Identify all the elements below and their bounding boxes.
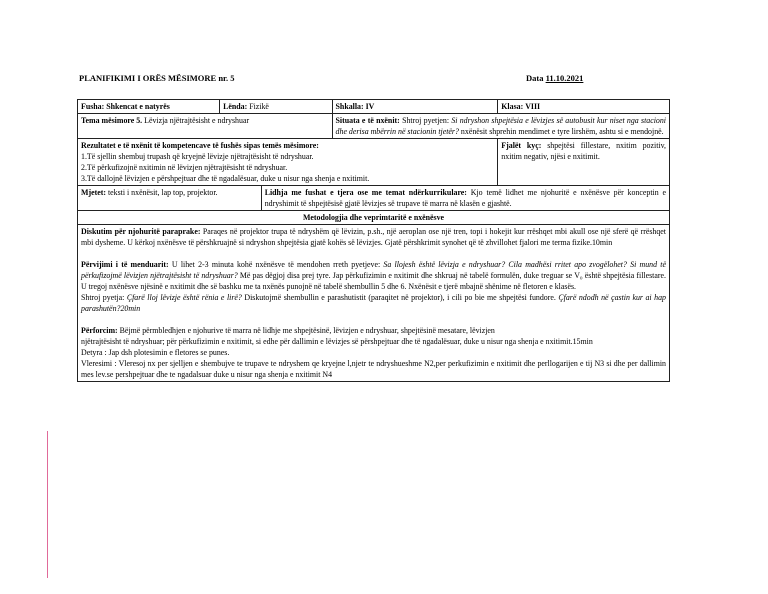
row-general-info bbox=[78, 100, 670, 114]
margin-line bbox=[47, 431, 48, 578]
row-rezultatet bbox=[78, 139, 670, 186]
mjetet-label: Mjetet: bbox=[81, 188, 106, 197]
shtroj-time: 20min bbox=[120, 304, 141, 313]
lidhja-label: Lidhja me fushat e tjera ose me temat ndërkurrikulare: bbox=[264, 188, 467, 197]
cell-fusha bbox=[78, 100, 220, 114]
cell-situata bbox=[332, 114, 669, 139]
lesson-plan-table bbox=[77, 99, 670, 382]
vleresimi-line: Vleresimi : Vleresoj nx per sjelljen e shembujve te trupave te ndryshem qe kryejne l,njetr te ndryshueshme N2,per perkufizimin e nxitimit dhe perllogarijen e tij N3 si dhe per dallimin mes lev.se pershpejtuar dhe te ngadalsuar duke u nisur nga shenja e nxitimit N4 bbox=[81, 359, 666, 379]
situata-label: Situata e të nxënit: bbox=[335, 116, 400, 125]
row-mjetet-lidhja bbox=[78, 186, 670, 211]
page-title: PLANIFIKIMI I ORËS MËSIMORE nr. 5 bbox=[79, 73, 235, 83]
fusha-value: Shkencat e natyrës bbox=[106, 102, 170, 111]
klasa-label: Klasa: bbox=[501, 102, 524, 111]
cell-klasa bbox=[498, 100, 670, 114]
cell-fjalet-kyc bbox=[498, 139, 670, 186]
mjetet-value: teksti i nxënësit, lap top, projektor. bbox=[107, 188, 218, 197]
shtroj-question2: Çfarë ndodh në çastin kur ai hap parashutën? bbox=[81, 293, 666, 313]
situata-rest: nxënësit shprehin mendimet e tyre lirshëm, ashtu si e mendojnë. bbox=[460, 127, 664, 136]
cell-mjetet-lidhja bbox=[78, 186, 670, 211]
pervijimi-text: U lihet 2-3 minuta kohë nxënësve të mendohen rreth pyetjeve: bbox=[171, 260, 381, 269]
tema-label: Tema mësimore 5. bbox=[81, 116, 143, 125]
cell-lenda bbox=[220, 100, 332, 114]
lidhja-value: Kjo temë lidhet me njohuritë e nxënësve për konceptin e ndryshimit të shpejtësisë gjatë lëvizjes së trupave të marra në klasën e gjashtë. bbox=[264, 188, 666, 208]
perforcim-paragraph bbox=[81, 325, 666, 336]
rezultat-item: 1.Të sjellin shembuj trupash që kryejnë lëvizje njëtrajtësisht të ndryshuar. bbox=[81, 152, 314, 161]
tema-value: Lëvizja njëtrajtësisht e ndryshuar bbox=[144, 116, 250, 125]
rezultatet-heading: Rezultatet e të nxënit të kompetencave të fushës sipas temës mësimore: bbox=[81, 141, 319, 150]
date-value: 11.10.2021 bbox=[545, 73, 584, 83]
perforcim-paragraph2: njëtrajtësisht të ndryshuar; për përkufizimin e nxitimit, si edhe për dallimin e lëvizjes së përshpejtuar dhe të ngadalësuar, duke u nisur nga shenja e nxitimit.15min bbox=[81, 337, 593, 346]
fusha-label: Fusha: bbox=[81, 102, 105, 111]
pervijimi-questions: Sa llojesh është lëvizja e ndryshuar? Cila madhësi rritet apo zvogëlohet? Si mund të përkufizojmë lëvizjen njëtrajtësisht të ndryshuar? bbox=[81, 260, 666, 280]
cell-lidhja bbox=[261, 186, 669, 210]
perforcim-value: Bëjmë përmbledhjen e njohurive të marra në lidhje me shpejtësinë, lëvizjen e ndryshuar, shpejtësinë mesatare, lëvizjen bbox=[119, 326, 495, 335]
row-tema-situata bbox=[78, 114, 670, 139]
date-field bbox=[526, 73, 636, 83]
cell-rezultatet bbox=[78, 139, 498, 186]
diskutim-paragraph bbox=[81, 226, 666, 248]
shtroj-paragraph bbox=[81, 292, 666, 314]
date-label: Data bbox=[526, 73, 544, 83]
klasa-value: VIII bbox=[525, 102, 541, 111]
shtroj-question: Çfarë lloj lëvizje është rënia e lirë? bbox=[126, 293, 242, 302]
mjetet-lidhja-inner bbox=[78, 186, 669, 210]
lenda-value: Fizikë bbox=[249, 102, 269, 111]
situata-intro: Shtroj pyetjen: bbox=[402, 116, 450, 125]
diskutim-value: Paraqes në projektor trupa të ndryshëm që lëvizin, p.sh., një aeroplan ose një tren, topi i hokejit kur rrëshqet mbi akull ose një sferë që rrëshqet mbi dysheme. U kërkoj nxënësve të përshkruajnë si ndryshon shpejtësia gjatë kohës së lëvizjes. Gjatë përshkrimit synohet që të zhvillohet fjalori me terma fizike.10min bbox=[81, 227, 666, 247]
row-metodologjia-body bbox=[78, 225, 670, 382]
cell-tema bbox=[78, 114, 333, 139]
cell-shkalla bbox=[332, 100, 498, 114]
pervijimi-paragraph bbox=[81, 259, 666, 292]
rezultat-item: 2.Të përkufizojnë nxitimin në lëvizjen njëtrajtësisht të ndryshuar. bbox=[81, 163, 288, 172]
row-metodologjia-heading bbox=[78, 211, 670, 225]
diskutim-label: Diskutim për njohuritë paraprake: bbox=[81, 227, 201, 236]
shkalla-value: IV bbox=[365, 102, 375, 111]
shkalla-label: Shkalla: bbox=[335, 102, 364, 111]
metodologjia-heading: Metodologjia dhe veprimtaritë e nxënësve bbox=[78, 211, 670, 225]
cell-metodologjia bbox=[78, 225, 670, 382]
pervijimi-text2: Më pas dëgjoj disa prej tyre. Jap përkufizimin e nxitimit dhe shkruaj në tabelë formulën, duke treguar se V₀ është shpejtësia fillestare. U tregoj nxënësve njësinë e nxitimit dhe së bashku me ta nxënës punojnë në tabelë shembullin 5 dhe 6. Nxënësit e tjerë mbajnë shënime në fletoren e klasës. bbox=[81, 271, 666, 291]
shtroj-rest: Diskutojmë shembullin e parashutistit (paraqitet në projektor), i cili po bie me shpejtësi fundore. bbox=[244, 293, 556, 302]
fjalet-kyc-label: Fjalët kyç: bbox=[501, 141, 542, 150]
shtroj-label: Shtroj pyetja: bbox=[81, 293, 125, 302]
perforcim-label: Përforcim: bbox=[81, 326, 118, 335]
pervijimi-label: Përvijimi i të menduarit: bbox=[81, 260, 169, 269]
fjalet-kyc-value: shpejtësi fillestare, nxitim pozitiv, nxitim negativ, njësi e nxitimit. bbox=[501, 141, 666, 161]
situata-question: Si ndryshon shpejtësia e lëvizjes së autobusit kur niset nga stacioni dhe derisa mbërrin në stacionin tjetër? bbox=[335, 116, 666, 136]
rezultat-item: 3.Të dallojnë lëvizjen e përshpejtuar dhe të ngadalësuar, duke u nisur nga shenja e nxitimit. bbox=[81, 174, 370, 183]
detyra-line: Detyra : Jap dsh plotesimin e fletores se punes. bbox=[81, 348, 230, 357]
lenda-label: Lënda: bbox=[223, 102, 248, 111]
cell-mjetet bbox=[78, 186, 261, 210]
